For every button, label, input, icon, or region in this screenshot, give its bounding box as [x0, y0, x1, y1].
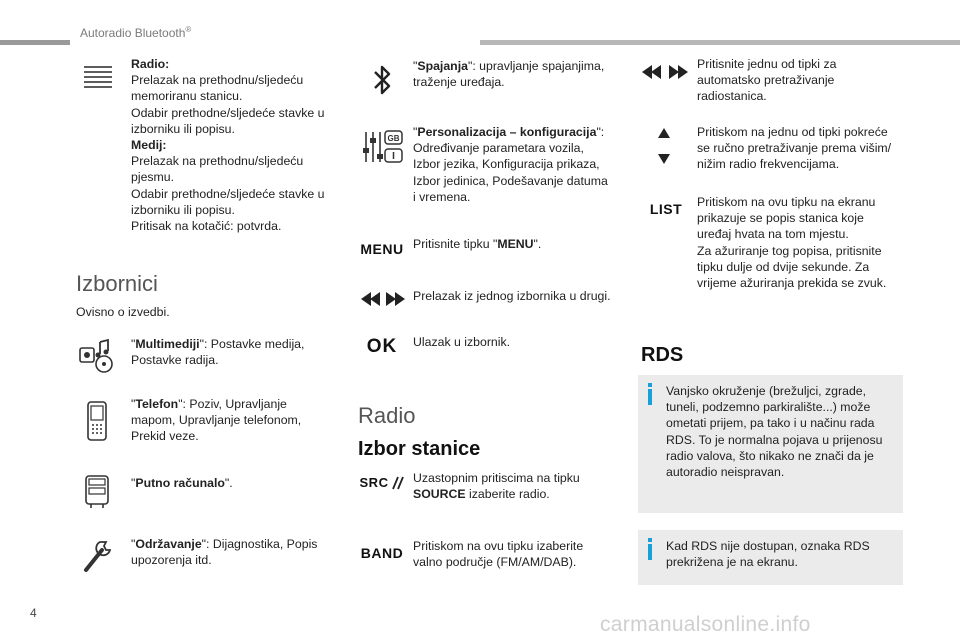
- connections-description: "Spajanja": upravljanje spajanjima, traženje uređaja.: [413, 59, 605, 90]
- page-number: 4: [30, 606, 37, 620]
- telephone-icon: [84, 400, 110, 442]
- multimedia-icon: [78, 338, 118, 374]
- menus-intro: Ovisno o izvedbi.: [76, 305, 170, 319]
- maintenance-description: "Održavanje": Dijagnostika, Popis upozorenja itd.: [131, 537, 318, 568]
- telephone-description: "Telefon": Poziv, Upravljanje mapom, Upravljanje telefonom, Prekid veze.: [131, 397, 302, 444]
- arrows-menu-description: Prelazak iz jednog izbornika u drugi.: [413, 289, 611, 303]
- ok-button-icon: OK: [366, 335, 398, 357]
- rds-heading: RDS: [641, 344, 684, 366]
- menu-button-description: Pritisnite tipku "MENU".: [413, 237, 542, 251]
- trip-computer-icon: [82, 474, 112, 510]
- seek-description: Pritisnite jednu od tipki za automatsko pretraživanje radiostanica.: [697, 57, 837, 104]
- menu-button-icon: MENU: [360, 240, 404, 257]
- settings-gb-icon: [362, 128, 404, 166]
- personalization-description: "Personalizacija – konfiguracija": Određivanje parametara vozila, Izbor jezika, Konfiguracija prikaza, Izbor jedinica, Podešavanje datuma i vremena.: [413, 125, 608, 204]
- multimedia-description: "Multimediji": Postavke medija, Postavke radija.: [131, 337, 305, 368]
- src-description: Uzastopnim pritiscima na tipku SOURCE izaberite radio.: [413, 471, 580, 502]
- seek-arrows-icon: [641, 62, 689, 82]
- wrench-icon: [80, 536, 114, 574]
- list-description: Pritiskom na ovu tipku na ekranu prikazuje se popis stanica koje uređaj hvata na tom mjestu. Za ažuriranje tog popisa, pritisnite tipku dulje od dvije sekunde. Za vrijeme ažuriranja prekida se zvuk.: [697, 195, 887, 291]
- src-icon: SRC: [358, 472, 406, 494]
- up-down-arrows-icon: [654, 126, 674, 166]
- list-lines-icon: [80, 62, 116, 94]
- info-box-reception: Vanjsko okruženje (brežuljci, zgrade, tuneli, podzemno parkiralište...) može ometati prijem, pa tako i u načinu rada RDS. To je normalna pojava u prijenosu radio valova, što nikako ne znači da je autoradio neispravan.: [638, 375, 903, 513]
- header-bar-left: [0, 40, 70, 45]
- media-label: Medij:: [131, 138, 167, 153]
- info-icon: [648, 544, 652, 560]
- header-bar-right: [480, 40, 960, 45]
- radio-heading: Radio: [358, 403, 416, 428]
- band-button-icon: BAND: [360, 544, 404, 561]
- station-heading: Izbor stanice: [358, 438, 481, 460]
- radio-label: Radio:: [131, 57, 170, 71]
- left-right-arrows-icon: [360, 288, 406, 310]
- svg-text:GB: GB: [387, 134, 400, 143]
- trip-computer-description: "Putno računalo".: [131, 476, 233, 490]
- header-title: Autoradio Bluetooth®: [80, 25, 192, 40]
- list-button-icon: LIST: [649, 200, 683, 217]
- band-description: Pritiskom na ovu tipku izaberite valno područje (FM/AM/DAB).: [413, 539, 584, 570]
- info-box-rds-unavailable: Kad RDS nije dostupan, oznaka RDS prekrižena je na ekranu.: [638, 530, 903, 585]
- radio-media-description: Radio: Prelazak na prethodnu/sljedeću memoriranu stanicu. Odabir prethodne/sljedeće stavke u izborniku ili popisu. Medij: Prelazak na prethodnu/sljedeću pjesmu. Odabir prethodne/sljedeće stavke u izborniku ili popisu. Pritisak na kotačić: potvrda.: [131, 57, 325, 234]
- menus-heading: Izbornici: [76, 271, 158, 296]
- info-icon: [648, 389, 652, 405]
- bluetooth-icon: [368, 60, 396, 100]
- ok-button-description: Ulazak u izbornik.: [413, 335, 511, 349]
- watermark: carmanualsonline.info: [600, 613, 811, 636]
- manual-search-description: Pritiskom na jednu od tipki pokreće se ručno pretraživanje prema višim/ nižim radio frekvencijama.: [697, 125, 892, 172]
